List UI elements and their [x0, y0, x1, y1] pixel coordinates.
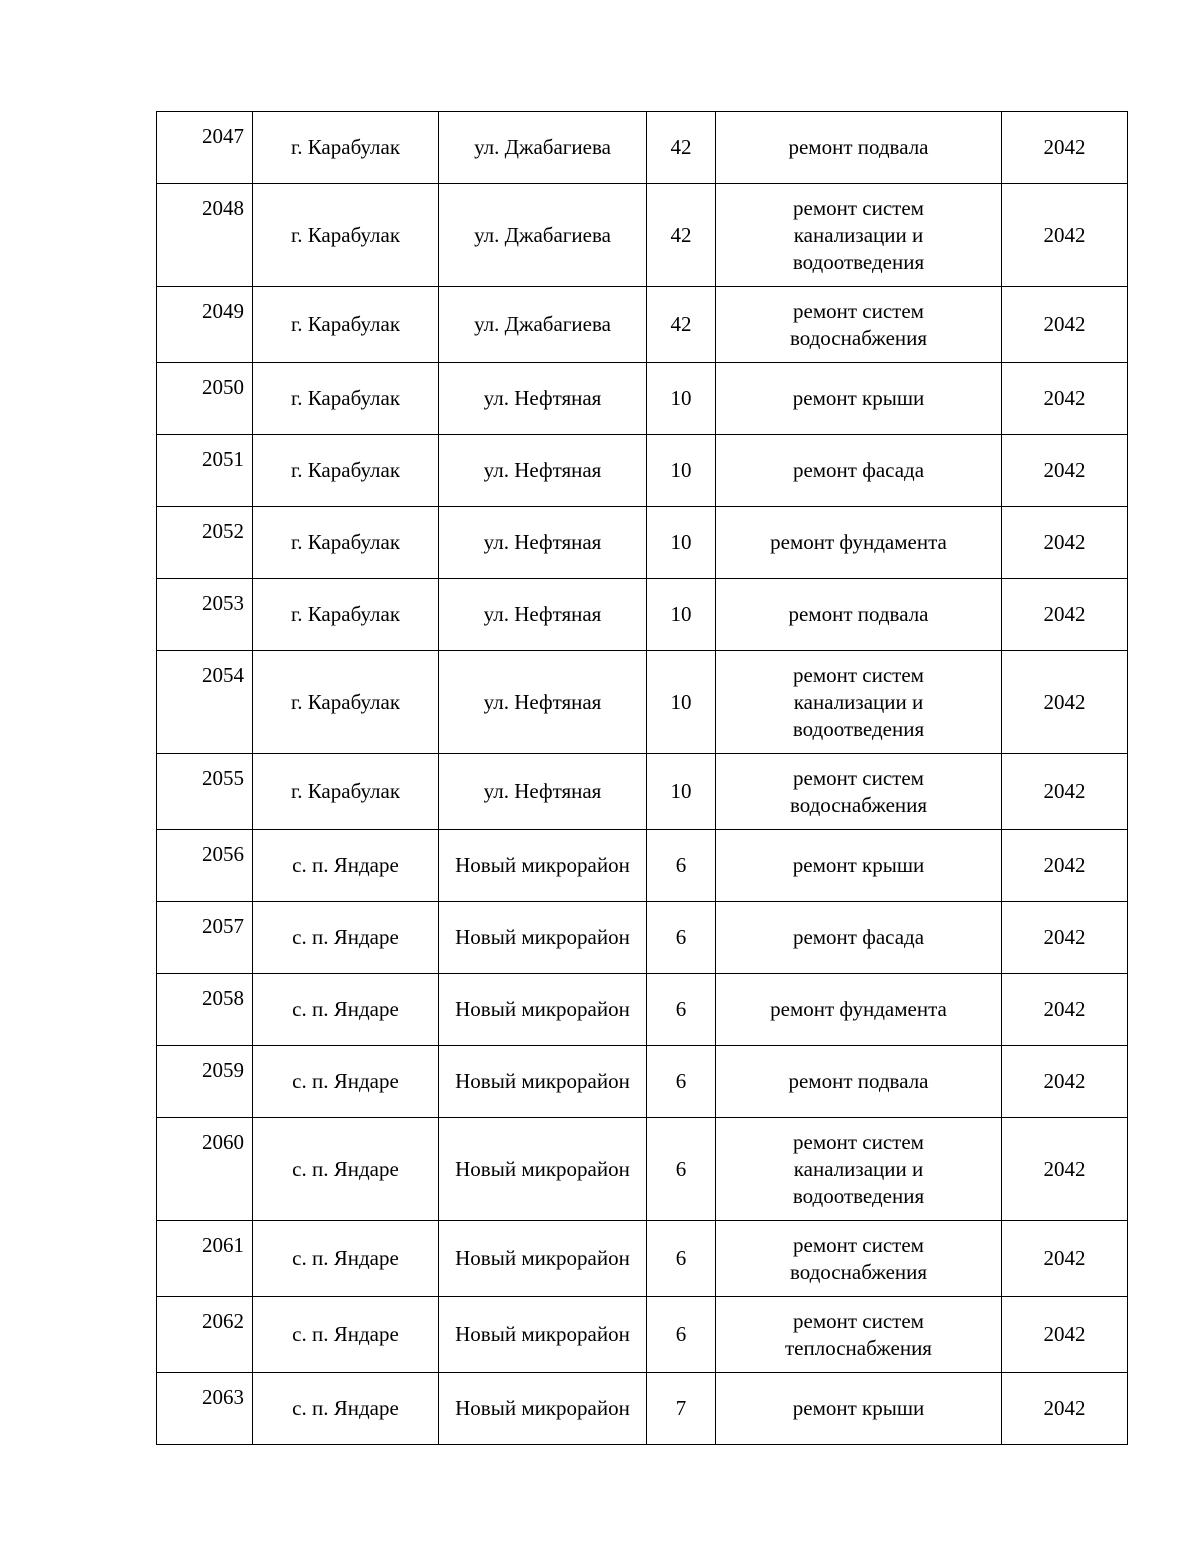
- table-row: [157, 1373, 1128, 1445]
- table-row: [157, 830, 1128, 902]
- table-row: [157, 651, 1128, 754]
- year-cell: 2042: [1002, 974, 1128, 1046]
- settlement-cell: г. Карабулак: [253, 112, 439, 184]
- settlement-cell: с. п. Яндаре: [253, 1118, 439, 1221]
- table-row: [157, 184, 1128, 287]
- table-row: [157, 1221, 1128, 1297]
- settlement-cell: г. Карабулак: [253, 507, 439, 579]
- street-cell: ул. Нефтяная: [439, 363, 647, 435]
- street-cell: ул. Нефтяная: [439, 651, 647, 754]
- table-row: [157, 579, 1128, 651]
- row-number: 2060: [157, 1118, 253, 1221]
- row-number: 2059: [157, 1046, 253, 1118]
- table-row: [157, 435, 1128, 507]
- street-cell: Новый микрорайон: [439, 1221, 647, 1297]
- settlement-cell: с. п. Яндаре: [253, 1297, 439, 1373]
- settlement-cell: г. Карабулак: [253, 651, 439, 754]
- settlement-cell: с. п. Яндаре: [253, 974, 439, 1046]
- year-cell: 2042: [1002, 830, 1128, 902]
- table-row: [157, 1118, 1128, 1221]
- year-cell: 2042: [1002, 287, 1128, 363]
- year-cell: 2042: [1002, 1297, 1128, 1373]
- street-cell: Новый микрорайон: [439, 1297, 647, 1373]
- house-cell: 10: [647, 507, 716, 579]
- settlement-cell: г. Карабулак: [253, 754, 439, 830]
- house-cell: 6: [647, 902, 716, 974]
- work-type-cell: ремонт систем канализации и водоотведения: [716, 184, 1002, 287]
- street-cell: Новый микрорайон: [439, 1118, 647, 1221]
- work-type-cell: ремонт крыши: [716, 363, 1002, 435]
- work-type-cell: ремонт систем канализации и водоотведения: [716, 651, 1002, 754]
- year-cell: 2042: [1002, 754, 1128, 830]
- year-cell: 2042: [1002, 435, 1128, 507]
- house-cell: 42: [647, 287, 716, 363]
- table-row: [157, 1297, 1128, 1373]
- house-cell: 10: [647, 435, 716, 507]
- street-cell: ул. Нефтяная: [439, 754, 647, 830]
- row-number: 2061: [157, 1221, 253, 1297]
- house-cell: 6: [647, 1221, 716, 1297]
- settlement-cell: г. Карабулак: [253, 435, 439, 507]
- street-cell: Новый микрорайон: [439, 974, 647, 1046]
- house-cell: 7: [647, 1373, 716, 1445]
- repair-schedule-table: [156, 111, 1128, 1445]
- street-cell: ул. Нефтяная: [439, 435, 647, 507]
- street-cell: ул. Джабагиева: [439, 112, 647, 184]
- settlement-cell: с. п. Яндаре: [253, 902, 439, 974]
- row-number: 2055: [157, 754, 253, 830]
- table-row: [157, 902, 1128, 974]
- settlement-cell: с. п. Яндаре: [253, 1046, 439, 1118]
- table-row: [157, 112, 1128, 184]
- year-cell: 2042: [1002, 184, 1128, 287]
- row-number: 2062: [157, 1297, 253, 1373]
- settlement-cell: г. Карабулак: [253, 184, 439, 287]
- house-cell: 10: [647, 579, 716, 651]
- row-number: 2051: [157, 435, 253, 507]
- work-type-cell: ремонт систем водоснабжения: [716, 287, 1002, 363]
- work-type-cell: ремонт подвала: [716, 1046, 1002, 1118]
- year-cell: 2042: [1002, 902, 1128, 974]
- year-cell: 2042: [1002, 363, 1128, 435]
- street-cell: Новый микрорайон: [439, 830, 647, 902]
- row-number: 2053: [157, 579, 253, 651]
- table-row: [157, 1046, 1128, 1118]
- row-number: 2048: [157, 184, 253, 287]
- house-cell: 10: [647, 651, 716, 754]
- table-row: [157, 287, 1128, 363]
- table-row: [157, 507, 1128, 579]
- work-type-cell: ремонт систем теплоснабжения: [716, 1297, 1002, 1373]
- work-type-cell: ремонт фасада: [716, 902, 1002, 974]
- settlement-cell: г. Карабулак: [253, 287, 439, 363]
- year-cell: 2042: [1002, 112, 1128, 184]
- table-row: [157, 754, 1128, 830]
- year-cell: 2042: [1002, 1221, 1128, 1297]
- row-number: 2049: [157, 287, 253, 363]
- row-number: 2054: [157, 651, 253, 754]
- work-type-cell: ремонт систем водоснабжения: [716, 1221, 1002, 1297]
- year-cell: 2042: [1002, 579, 1128, 651]
- street-cell: ул. Нефтяная: [439, 579, 647, 651]
- settlement-cell: с. п. Яндаре: [253, 1373, 439, 1445]
- year-cell: 2042: [1002, 1373, 1128, 1445]
- settlement-cell: г. Карабулак: [253, 363, 439, 435]
- house-cell: 6: [647, 830, 716, 902]
- work-type-cell: ремонт фундамента: [716, 507, 1002, 579]
- street-cell: ул. Джабагиева: [439, 184, 647, 287]
- row-number: 2047: [157, 112, 253, 184]
- work-type-cell: ремонт крыши: [716, 830, 1002, 902]
- row-number: 2063: [157, 1373, 253, 1445]
- work-type-cell: ремонт подвала: [716, 112, 1002, 184]
- settlement-cell: с. п. Яндаре: [253, 830, 439, 902]
- work-type-cell: ремонт фасада: [716, 435, 1002, 507]
- year-cell: 2042: [1002, 651, 1128, 754]
- street-cell: Новый микрорайон: [439, 1373, 647, 1445]
- house-cell: 6: [647, 1297, 716, 1373]
- house-cell: 42: [647, 184, 716, 287]
- street-cell: Новый микрорайон: [439, 1046, 647, 1118]
- street-cell: ул. Нефтяная: [439, 507, 647, 579]
- work-type-cell: ремонт систем водоснабжения: [716, 754, 1002, 830]
- table-row: [157, 974, 1128, 1046]
- row-number: 2057: [157, 902, 253, 974]
- row-number: 2056: [157, 830, 253, 902]
- house-cell: 6: [647, 1046, 716, 1118]
- house-cell: 6: [647, 1118, 716, 1221]
- settlement-cell: с. п. Яндаре: [253, 1221, 439, 1297]
- work-type-cell: ремонт подвала: [716, 579, 1002, 651]
- house-cell: 42: [647, 112, 716, 184]
- settlement-cell: г. Карабулак: [253, 579, 439, 651]
- house-cell: 10: [647, 363, 716, 435]
- work-type-cell: ремонт крыши: [716, 1373, 1002, 1445]
- year-cell: 2042: [1002, 1118, 1128, 1221]
- house-cell: 6: [647, 974, 716, 1046]
- house-cell: 10: [647, 754, 716, 830]
- street-cell: Новый микрорайон: [439, 902, 647, 974]
- work-type-cell: ремонт фундамента: [716, 974, 1002, 1046]
- row-number: 2052: [157, 507, 253, 579]
- row-number: 2058: [157, 974, 253, 1046]
- work-type-cell: ремонт систем канализации и водоотведения: [716, 1118, 1002, 1221]
- street-cell: ул. Джабагиева: [439, 287, 647, 363]
- year-cell: 2042: [1002, 1046, 1128, 1118]
- year-cell: 2042: [1002, 507, 1128, 579]
- row-number: 2050: [157, 363, 253, 435]
- table-row: [157, 363, 1128, 435]
